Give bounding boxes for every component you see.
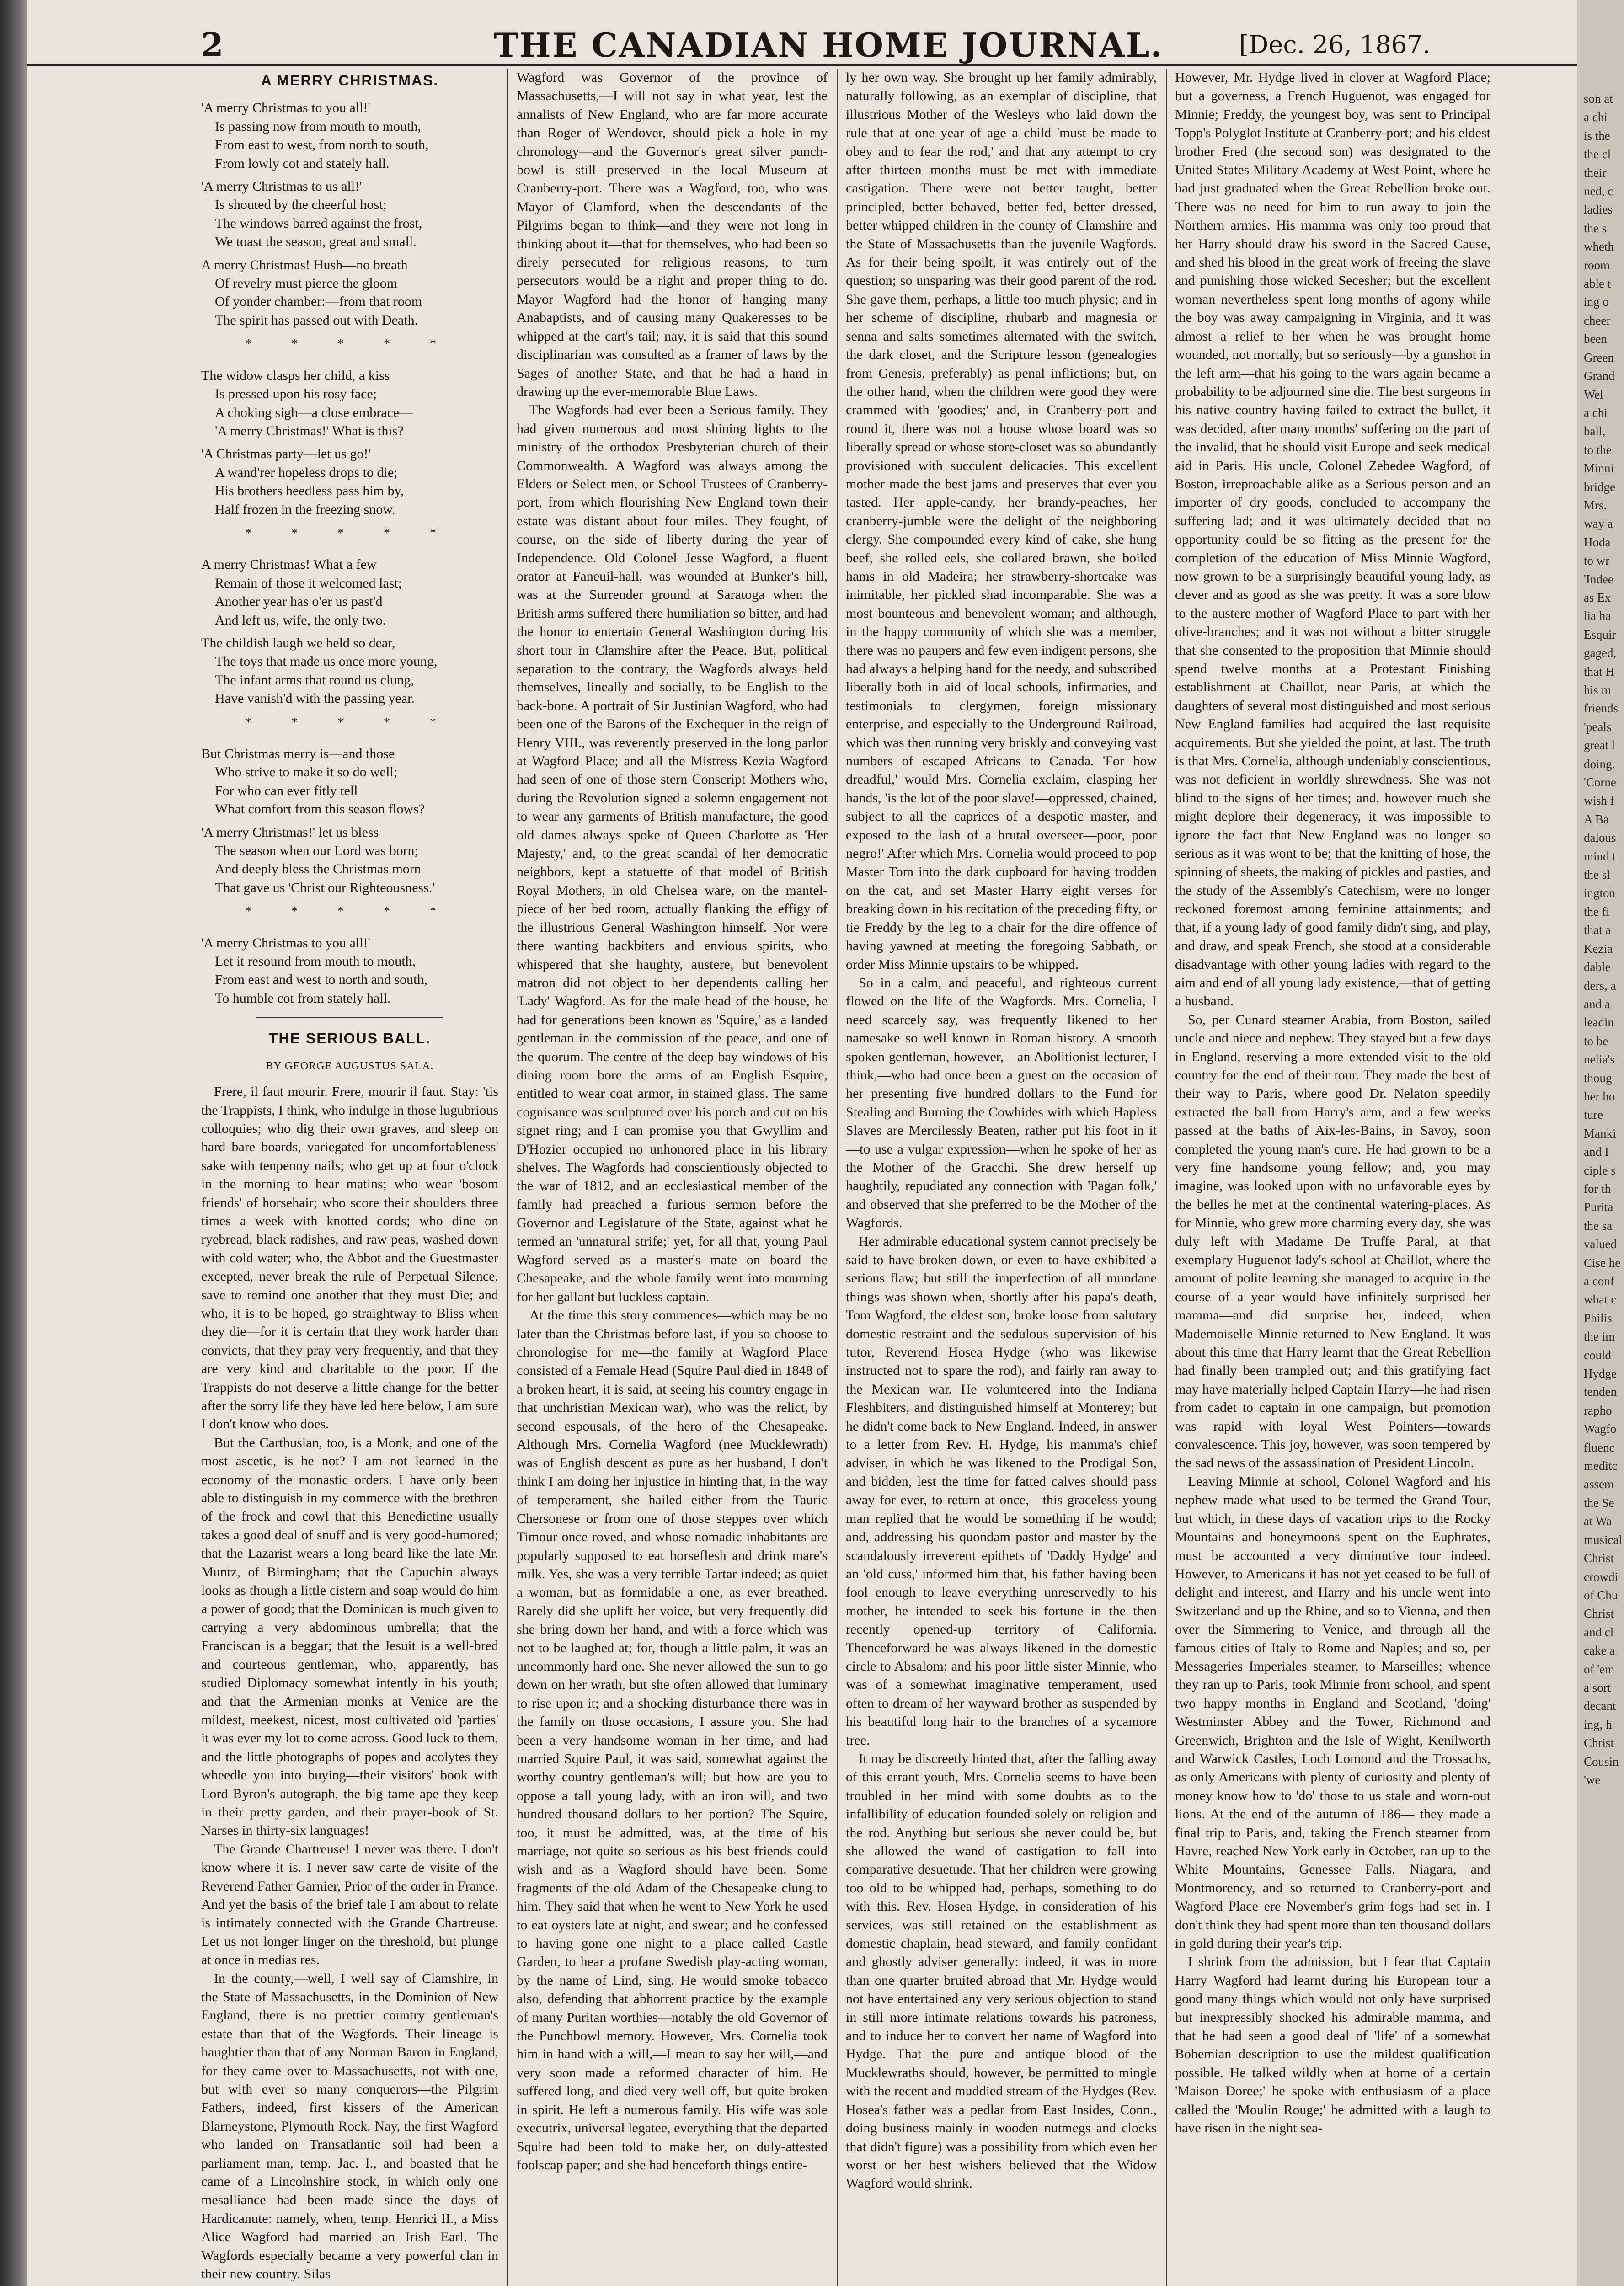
article-paragraph: So, per Cunard steamer Arabia, from Boston, sailed uncle and niece and nephew. They stayed but a few days in England, reserving a more extended visit to the old country for the end of their tour. They made the best of their way to Paris, where good Dr. Nelaton speedily extracted the ball from Harry's arm, and a few weeks passed at the baths of Aix-les-Bains, in Savoy, soon completed the young man's cure. He had grown to be a very fine handsome young fellow; and, you may imagine, was looked upon with no unfavorable eyes by the belles he met at the continental watering-places. As for Minnie, who grew more charming every day, she was duly left with Madame De Truffe Paral, at that exemplary Huguenot lady's school at Chaillot, where the amount of polite learning she managed to acquire in the course of a year would have infinitely surprised her mamma—and did surprise her, indeed, when Mademoiselle Minnie returned to New England. It was about this time that Harry learnt that the Great Rebellion had finally been trampled out; and this gratifying fact may have materially helped Captain Harry—he had risen from cadet to captain in one campaign, but promotion was rapid with loyal West Pointers—towards convalescence. This joy, however, was soon tempered by the sad news of the assassination of President Lincoln. bbox=[1175, 1012, 1490, 1471]
fragment-line: Green bbox=[1584, 350, 1614, 364]
fragment-line: A Ba bbox=[1584, 812, 1609, 826]
poem-line: 'A merry Christmas!' let us bless bbox=[201, 824, 379, 840]
article-paragraph: Frere, il faut mourir. Frere, mourir il faut. Stay: 'tis the Trappists, I think, who indulge in those lugubrious colloquies; who dig their own graves, and sleep on hard bare boards, variegated for uncomfortableness' sake with tenpenny nails; who get up at four o'clock in the morning to hear matins; who wear 'bosom friends' of horsehair; who score their shoulders three times a week with knotted cords; who dine on ryebread, black radishes, and raw peas, washed down with cold water; who, the Abbot and the Guestmaster excepted, never break the rule of Perpetual Silence, save to remind one another that they must Die; and who, it is to be hoped, go straightway to Bliss when they die—for it is certain that they work harder than convicts, that they pray very frequently, and that they are very kind and charitable to the poor. If the Trappists do not deserve a little change for the better after the sorry life they have led here below, I am sure I don't know who does. bbox=[201, 1084, 498, 1432]
fragment-line: Minni bbox=[1584, 461, 1614, 475]
fragment-line: that H bbox=[1584, 664, 1614, 678]
article-title: THE SERIOUS BALL. bbox=[268, 1030, 431, 1047]
fragment-line: Esquir bbox=[1584, 627, 1616, 641]
fragment-line: ing, h bbox=[1584, 1717, 1612, 1731]
fragment-line: to the bbox=[1584, 443, 1612, 457]
article-paragraph: However, Mr. Hydge lived in clover at Wagford Place; but a governess, a French Huguenot, was engaged for Minnie; Freddy, the youngest boy, was sent to Principal Topp's Polyglot Institute at Cranberry-port; and his eldest brother Fred (the second son) was designated to the United States Military Academy at West Point, where he had just graduated when the Great Rebellion broke out. There was no need for him to run away to join the Northern armies. His mamma was only too proud that her Harry should draw his sword in the Sacred Cause, and shed his blood in the great work of freeing the slave and punishing those wicked Secesher; but the excellent woman nevertheless spent long months of agony while the boy was away campaigning in Virginia, and it was almost a relief to her when he was brought home wounded, not mortally, but so seriously—by a gunshot in the left arm—that his going to the wars again became a probability to be adjourned sine die. The best surgeons in his native country having failed to extract the bullet, it was decided, after many months' suffering on the part of the invalid, that he should visit Europe and seek medical aid in Paris. His uncle, Colonel Zebedee Wagford, of Boston, irreproachable alike as a Serious person and an importer of dry goods, concluded to accompany the suffering lad; and it was ultimately decided that no opportunity could be so fitting as the present for the completion of the education of Miss Minnie Wagford, now grown to be a surprisingly beautiful young lady, as clever and as good as she was pretty. It was a sore blow to the austere mother of Wagford Place to part with her olive-branches; and it was not without a bitter struggle that she consented to the proposition that Minnie should spend twelve months at a Protestant Finishing establishment at Chaillot, near Paris, at which the daughters of several most distinguished and most serious New England families had acquired the last requisite acquirements. But she yielded the point, at last. The truth is that Mrs. Cornelia, although undeniably conscientious, was not deficient in worldly shrewdness. She was not blind to the signs of her times; and, however much she might deplore their degeneracy, it was impossible to ignore the fact that New England was no longer so serious as it was wont to be; that the knitting of hose, the spinning of sheets, the making of pickles and pasties, and the study of the Assembly's Catechism, were no longer reckoned foremost among feminine attainments; and that, if a young lady of good family didn't sing, and play, and draw, and speak French, she stood at a considerable disadvantage with other young ladies with regard to the aim and end of all young lady existence,—that of getting a husband. bbox=[1175, 70, 1490, 1009]
fragment-line: his m bbox=[1584, 683, 1611, 697]
poem-line: The toys that made us once more young, bbox=[215, 654, 438, 669]
poem-line: From east to west, from north to south, bbox=[215, 137, 429, 153]
poem-line: But Christmas merry is—and those bbox=[201, 746, 395, 761]
article-byline: BY GEORGE AUGUSTUS SALA. bbox=[266, 1060, 434, 1072]
fragment-line: Christ bbox=[1584, 1607, 1614, 1621]
poem-line: A merry Christmas! What a few bbox=[201, 557, 377, 572]
poem-line: 'A merry Christmas to us all!' bbox=[201, 179, 362, 194]
article-paragraph: ly her own way. She brought up her family admirably, naturally following, as an exemplar of discipline, that illustrious Mother of the Wesleys who laid down the rule that at one year of age a child 'must be made to obey and to fear the rod,' and that any attempt to cry after thirteen months must be met with immediate castigation. There were not better taught, better principled, better behaved, better fed, better dressed, better whipped children in the county of Clamshire and the State of Massachusetts than the juvenile Wagfords. As for their being spoilt, it was entirely out of the question; so unsparing was their good parent of the rod. She gave them, perhaps, a little too much physic; and in her scheme of discipline, rhubarb and magnesia or senna and salts sometimes alternated with the switch, the dark closet, and the Scripture lesson (genealogies from Genesis, preferably) as penal inflictions; but, on the other hand, when the children were good they were crammed with 'goodies;' and, in Cranberry-port and round it, there was not a house whose board was so liberally spread or whose store-closet was so abundantly provisioned with succulent delicacies. This excellent mother made the best jams and preserves that ever you tasted. Her apple-candy, her brandy-peaches, her cranberry-jumble were the delight of the neighboring clergy. She compounded every kind of cake, she hung beef, she rolled eels, she collared brawn, she boiled hams in old Madeira; her strawberry-shortcake was inimitable, her pickled shad incomparable. She was a most bounteous and benevolent woman; and although, in the happy community of which she was a member, there was no paupers and few even indigent persons, she had always a helping hand for the needy, and subscribed liberally both in aid of local schools, infirmaries, and testimonials to clergymen, foreign missionary enterprise, and especially to the Underground Railroad, which was then running very briskly and conveying vast numbers of escaped Africans to Canada. 'For how dreadful,' would Mrs. Cornelia exclaim, clasping her hands, 'is the lot of the poor slave!—oppressed, chained, subject to all the caprices of a despotic master, and exposed to the lash of a brutal overseer—poor, poor negro!' After which Mrs. Cornelia would proceed to pop Master Tom into the dark cupboard for having trodden on the cat, and set Master Harry eight verses for breaking down in his recitation of the preceding fifty, or tie Freddy by the leg to a chair for the dire offence of having yawned at meeting the foregoing Sabbath, or order Miss Minnie upstairs to be whipped. bbox=[846, 70, 1157, 972]
fragment-line: tenden bbox=[1584, 1385, 1617, 1399]
fragment-line: ing o bbox=[1584, 295, 1609, 309]
fragment-line: wish f bbox=[1584, 794, 1614, 808]
fragment-line: for th bbox=[1584, 1181, 1611, 1196]
fragment-line: assem bbox=[1584, 1477, 1614, 1491]
fragment-line: Manki bbox=[1584, 1126, 1616, 1140]
fragment-line: cake a bbox=[1584, 1644, 1615, 1658]
adjacent-page-text bbox=[1577, 0, 1624, 1789]
fragment-line: a conf bbox=[1584, 1274, 1614, 1288]
fragment-line: at Wa bbox=[1584, 1514, 1612, 1528]
fragment-line: son at bbox=[1584, 92, 1613, 106]
poem-line: The season when our Lord was born; bbox=[215, 843, 418, 859]
column-2 bbox=[517, 69, 828, 2286]
poem-stanza bbox=[201, 823, 498, 897]
star-separator: * * * * * bbox=[245, 904, 454, 919]
poem-line: Let it resound from mouth to mouth, bbox=[215, 954, 416, 969]
article-paragraph: Leaving Minnie at school, Colonel Wagford and his nephew made what used to be termed the Grand Tour, but which, in these days of vacation trips to the Rocky Mountains and honeymoons spent on the Euphrates, must be accounted a very diminutive tour indeed. However, to Americans it has not yet ceased to be full of delight and interest, and Harry and his uncle went into Switzerland and up the Rhine, and so to Vienna, and then over the Simmering to Venice, and through all the famous cities of Italy to Rome and Naples; and so, per Messageries Imperiales steamer, to Marseilles; whence they ran up to Paris, took Minnie from school, and spent two happy months in England and Scotland, 'doing' Westminster Abbey and the Tower, Richmond and Greenwich, Brighton and the Isle of Wight, Kenilworth and Warwick Castles, Loch Lomond and the Trossachs, as only Americans with plenty of curiosity and plenty of money know how to 'do' those to us stale and worn-out lions. At the end of the autumn of 186— they made a final trip to Paris, and, taking the French steamer from Havre, reached New York early in October, ran up to the White Mountains, Genessee Falls, Niagara, and Montmorency, and so returned to Cranberry-port and Wagford Place ere November's grim fogs had set in. I don't think they had spent more than ten thousand dollars in gold during their year's trip. bbox=[1175, 1474, 1490, 1951]
article-paragraph: The Grande Chartreuse! I never was there. I don't know where it is. I never saw carte de visite of the Reverend Father Garnier, Prior of the order in France. And yet the basis of the brief tale I am about to relate is intimately connected with the Grande Chartreuse. Let us not longer linger on the threshold, but plunge at once in medias res. bbox=[201, 1841, 498, 1968]
text-columns bbox=[201, 69, 1513, 2286]
poem-line: Of revelry must pierce the gloom bbox=[215, 276, 398, 291]
poem-line: 'A Christmas party—let us go!' bbox=[201, 446, 371, 462]
fragment-line: Hoda bbox=[1584, 535, 1611, 549]
column-1 bbox=[201, 69, 498, 2286]
poem-line: To humble cot from stately hall. bbox=[215, 990, 391, 1006]
fragment-line: musical bbox=[1584, 1533, 1622, 1547]
fragment-line: way a bbox=[1584, 517, 1613, 531]
fragment-line: room bbox=[1584, 258, 1610, 272]
fragment-line: 'Indee bbox=[1584, 572, 1613, 586]
fragment-line: the Se bbox=[1584, 1496, 1614, 1510]
poem-line: Is shouted by the cheerful host; bbox=[215, 197, 387, 213]
fragment-line: her ho bbox=[1584, 1089, 1615, 1103]
column-3 bbox=[846, 69, 1157, 2286]
poem-line: And left us, wife, the only two. bbox=[215, 612, 386, 628]
poem-stanza bbox=[201, 367, 498, 441]
journal-title: THE CANADIAN HOME JOURNAL. bbox=[494, 26, 1164, 64]
poem-line: Another year has o'er us past'd bbox=[215, 594, 383, 609]
poem-stanza bbox=[201, 634, 498, 708]
fragment-line: Christ bbox=[1584, 1551, 1614, 1565]
fragment-line: decant bbox=[1584, 1699, 1616, 1713]
poem-line: The windows barred against the frost, bbox=[215, 215, 422, 231]
fragment-line: Purita bbox=[1584, 1200, 1613, 1214]
fragment-line: Hydge bbox=[1584, 1367, 1617, 1381]
fragment-line: ington bbox=[1584, 886, 1616, 900]
fragment-line: and a bbox=[1584, 997, 1610, 1011]
issue-date: [Dec. 26, 1867. bbox=[1239, 30, 1431, 59]
poem-line: We toast the season, great and small. bbox=[215, 234, 417, 250]
article-body bbox=[201, 1083, 498, 2283]
poem-line: That gave us 'Christ our Righteousness.' bbox=[215, 880, 435, 895]
poem-line: A merry Christmas! Hush—no breath bbox=[201, 257, 408, 272]
fragment-line: mind t bbox=[1584, 849, 1616, 863]
poem-line: The infant arms that round us clung, bbox=[215, 672, 414, 688]
fragment-line: the s bbox=[1584, 221, 1607, 235]
poem-title: A MERRY CHRISTMAS. bbox=[261, 72, 439, 89]
fragment-line: is the bbox=[1584, 128, 1610, 143]
article-paragraph: So in a calm, and peaceful, and righteous current flowed on the life of the Wagfords. Mrs. Cornelia, I need scarcely say, was frequently likened to her namesake so well known in Roman history. A smooth spoken gentleman, however,—an Abolitionist lecturer, I think,—who had once been a guest on the occasion of her presenting five hundred dollars to the Fund for Stealing and Burning the Cowhides with which Hapless Slaves are Mercilessly Beaten, rather put his foot in it —to use a vulgar expression—when he spoke of her as the Mother of the Gracchi. She drew herself up haughtily, repudiated any connection with 'Pagan folk,' and observed that she preferred to be the Mother of the Wagfords. bbox=[846, 975, 1157, 1231]
adjacent-page-fragment bbox=[1577, 0, 1624, 2286]
poem-line: For who can ever fitly tell bbox=[215, 783, 358, 798]
poem-stanza bbox=[201, 934, 498, 1008]
poem-stanza bbox=[201, 256, 498, 330]
fragment-line: their bbox=[1584, 166, 1607, 180]
poem-line: Remain of those it welcomed last; bbox=[215, 575, 402, 591]
fragment-line: Cise he bbox=[1584, 1255, 1621, 1270]
fragment-line: a sort bbox=[1584, 1680, 1611, 1694]
fragment-line: doing. bbox=[1584, 757, 1615, 771]
fragment-line: ladies bbox=[1584, 203, 1613, 217]
fragment-line: as Ex bbox=[1584, 590, 1611, 604]
fragment-line: lia ha bbox=[1584, 609, 1611, 623]
fragment-line: able t bbox=[1584, 277, 1611, 291]
newspaper-page bbox=[27, 0, 1577, 2286]
fragment-line: the sa bbox=[1584, 1218, 1613, 1233]
book-binding-edge bbox=[0, 0, 27, 2286]
column-4 bbox=[1175, 69, 1490, 2286]
article-paragraph: In the county,—well, I well say of Clamshire, in the State of Massachusetts, in the Dominion of New England, there is no prettier country gentleman's estate than that of the Wagfords. Their lineage is haughtier than that of any Norman Baron in England, for they came over to Massachusetts, not with one, but with ever so many conquerors—the Pilgrim Fathers, indeed, first kissers of the American Blarneystone, Plymouth Rock. Nay, the first Wagford who landed on Transatlantic soil had been a parliament man, temp. Jac. I., and boasted that he came of a Lincolnshire stock, in which only one mesalliance had been made since the days of Hardicanute: namely, when, temp. Henrici II., a Miss Alice Wagford had married an Irish Earl. The Wagfords especially became a very powerful clan in their new country. Silas bbox=[201, 1971, 498, 2282]
article-paragraph: But the Carthusian, too, is a Monk, and one of the most ascetic, is he not? I am not learned in the economy of the monastic orders. I have only been able to distinguish in my commerce with the brethren of the frock and cowl that this Benedictine usually takes a good deal of snuff and is very good-humored; that the Lazarist wears a long beard like the late Mr. Muntz, of Birmingham; that the Capuchin always looks as though a little cistern and soap would do him a power of good; that the Dominican is much given to carrying a very abdominous umbrella; that the Franciscan is a beggar; that the Jesuit is a well-bred and courteous gentleman, who, apparently, has studied Diplomacy somewhat intently in his youth; and that the Armenian monks at Venice are the mildest, meekest, nicest, most cultivated old 'parties' it was ever my lot to come across. Good luck to them, and the little photographs of popes and acolytes they wheedle you into buying—their visitors' book with Lord Byron's autograph, the big tame ape they keep in their pretty garden, and their prayer-book of St. Narses in thirty-six languages! bbox=[201, 1435, 498, 1838]
fragment-line: fluenc bbox=[1584, 1440, 1615, 1454]
poem-line: The spirit has passed out with Death. bbox=[215, 312, 418, 328]
fragment-line: to be bbox=[1584, 1034, 1608, 1048]
fragment-line: 'peals bbox=[1584, 720, 1612, 734]
fragment-line: Kezia bbox=[1584, 941, 1613, 956]
fragment-line: dalous bbox=[1584, 831, 1616, 845]
poem-line: What comfort from this season flows? bbox=[215, 801, 425, 817]
fragment-line: valued bbox=[1584, 1237, 1617, 1251]
fragment-line: rapho bbox=[1584, 1403, 1612, 1417]
fragment-line: friends bbox=[1584, 701, 1618, 716]
fragment-line: Philis bbox=[1584, 1311, 1612, 1325]
poem-stanza bbox=[201, 99, 498, 173]
fragment-line: Cousin bbox=[1584, 1754, 1619, 1768]
poem-line: From lowly cot and stately hall. bbox=[215, 155, 390, 171]
fragment-line: of 'em bbox=[1584, 1662, 1615, 1676]
article-paragraph: Her admirable educational system cannot precisely be said to have broken down, or even to have exhibited a serious flaw; but still the imperfection of all mundane things was shown when, shortly after his papa's death, Tom Wagford, the eldest son, broke loose from salutary domestic restraint and the sedulous supervision of his tutor, Reverend Hosea Hydge (who was likewise instructed not to spare the rod), and fairly ran away to the Mexican war. He volunteered into the Indiana Fleshbiters, and distinguished himself at Monterey; but he didn't come back to New England. Indeed, in answer to a letter from Rev. H. Hydge, his mamma's chief adviser, in which he was likened to the Prodigal Son, and bidden, lest the time for fatted calves should pass away for ever, to return at once,—this graceless young man replied that he would be something if he would; and, addressing his quondam pastor and master by the scandalously irreverent epithets of 'Daddy Hydge' and an 'old cuss,' informed him that, his father having been fool enough to leave everything unreservedly to his mother, he intended to seek his fortune in the then recently opened-up territory of California. Thenceforward he was always likened in the domestic circle to Absalom; and his poor little sister Minnie, who was of a somewhat imaginative temperament, used often to dream of her wayward brother as suspended by his beautiful long hair to the branches of a sycamore tree. bbox=[846, 1234, 1157, 1748]
fragment-line: leadin bbox=[1584, 1015, 1614, 1030]
fragment-line: ball, bbox=[1584, 424, 1606, 438]
article-paragraph: At the time this story commences—which may be no later than the Christmas before last, if you so choose to chronologise for me—the family at Wagford Place consisted of a Female Head (Squire Paul died in 1848 of a broken heart, it is said, at seeing his country engage in that unchristian Mexican war), who was the relict, by second espousals, of the hero of the Chesapeake. Although Mrs. Cornelia Wagford (nee Mucklewrath) was of English descent as pure as her husband, I don't think I am doing her injustice in hinting that, in the way of temperament, she hailed either from the Tauric Chersonese or from one of those steppes over which Timour once roved, and whose nomadic inhabitants are popularly supposed to eat horseflesh and drink mare's milk. Yes, she was a very terrible Tartar indeed; as quiet a woman, but as formidable a one, as ever breathed. Rarely did she uplift her voice, but very frequently did she bring down her hand, and with a force which was not to be laughed at; for, though a little palm, it was an uncommonly hard one. She never allowed the sun to go down on her wrath, but she often allowed that luminary to rise upon it; and a shocking disturbance there was in the family on those occasions, I assure you. She had been a very handsome woman in her time, and had married Squire Paul, it was said, somewhat against the worthy country gentleman's will; but how are you to oppose a tall young lady, with an iron will, and two hundred thousand dollars to her portion? The Squire, too, it must be admitted, was, at the time of his marriage, not quite so serious as his best friends could wish and as a Wagford should have been. Some fragments of the old Adam of the Chesapeake clung to him. They said that when he went to New York he used to eat oysters late at night, and swear; and he confessed to having gone one night to a place called Castle Garden, to hear a profane Swedish play-acting woman, by the name of Lind, sing. He would smoke tobacco also, defending that abhorrent practice by the example of many Puritan worthies—notably the old Governor of the Punchbowl memory. However, Mrs. Cornelia took him in hand with a will,—I mean to say her will,—and very soon made a reformed character of him. He suffered long, and died very well off, but quite broken in spirit. He left a numerous family. His wife was sole executrix, universal legatee, everything that the departed Squire had been told to make her, on duly-attested foolscap paper; and she had henceforth things entire- bbox=[517, 1308, 828, 2173]
poem-line: 'A merry Christmas to you all!' bbox=[201, 100, 370, 116]
article-paragraph: The Wagfords had ever been a Serious family. They had given numerous and most shining lights to the ministry of the orthodox Presbyterian church of their Commonwealth. A Wagford was always among the Elders or Select men, or School Trustees of Cranberry-port, from which flourishing New England town their estate was distant about four miles. They fought, of course, on the side of liberty during the year of Independence. Old Colonel Jesse Wagford, a fluent orator at Faneuil-hall, was wounded at Bunker's hill, was at the Surrender ground at Saratoga when the British arms suffered there humiliation so bitter, and had the honor to entertain General Washington during his short tour in Clamshire after the Peace. But, political separation to the contrary, the Wagfords always held themselves, lineally and socially, to be English to the back-bone. A portrait of Sir Justinian Wagford, who had been one of the Barons of the Exchequer in the reign of Henry VIII., was reverently preserved in the long parlor at Wagford Place; and all the Mistress Kezia Wagford had seen of one of those stern Conscript Mothers who, during the Revolution signed a solemn engagement not to wear any garments of British manufacture, the good old dames always spoke of Queen Charlotte as 'Her Majesty,' and, to the great scandal of her democratic neighbors, kept a statuette of that model of British Royal Mothers, in old Chelsea ware, on the mantel-piece of her bed room, actually flanking the effigy of the illustrious General Washington himself. Nor were there wanting backbiters and envious spirits, who whispered that she haughty, austere, but benevolent matron did not object to her dependents calling her 'Lady' Wagford. As for the male head of the house, he had for generations been known as 'Squire,' as a landed gentleman in the commission of the peace, and one of the quorum. The centre of the deep bay windows of his dining room bore the arms of an English Esquire, entitled to wear coat armor, in stained glass. The same cognisance was sculptured over his porch and cut on his signet ring; and I can promise you that Gwyllim and D'Hozier occupied no unhonored place in his library shelves. The Wagfords had conscientiously objected to the war of 1812, and an ecclesiastical member of the family had preached a furious sermon before the Governor and Legislature of the State, against what he termed an 'unnatural strife;' yet, for all that, young Paul Wagford served as a master's mate on board the Chesapeake, and the whole family went into mourning for her gallant but luckless captain. bbox=[517, 402, 828, 1304]
article-paragraph: I shrink from the admission, but I fear that Captain Harry Wagford had learnt during his European tour a good many things which would not only have surprised but inexpressibly shocked his admirable mamma, and that he had seen a good deal of 'life' of a somewhat Bohemian description to use the mildest qualification possible. He talked wildly when at home of a certain 'Maison Doree;' he spoke with enthusiasm of a place called the 'Moulin Rouge;' he admitted with a laugh to have risen in the night sea- bbox=[1175, 1954, 1490, 2136]
poem-stanza bbox=[201, 745, 498, 819]
fragment-line: the cl bbox=[1584, 147, 1611, 161]
fragment-line: Wel bbox=[1584, 387, 1603, 401]
fragment-line: the im bbox=[1584, 1330, 1615, 1344]
poem-stanza bbox=[201, 555, 498, 630]
fragment-line: that a bbox=[1584, 923, 1611, 937]
fragment-line: of Chu bbox=[1584, 1588, 1618, 1602]
fragment-line: a chi bbox=[1584, 406, 1608, 420]
fragment-line: the fi bbox=[1584, 904, 1610, 919]
poem-line: His brothers heedless pass him by, bbox=[215, 483, 404, 499]
poem-line: Is passing now from mouth to mouth, bbox=[215, 118, 421, 134]
poem-line: Who strive to make it so do well; bbox=[215, 764, 398, 780]
masthead bbox=[27, 0, 1577, 66]
fragment-line: cheer bbox=[1584, 313, 1611, 327]
fragment-line: wheth bbox=[1584, 240, 1614, 254]
fragment-line: to wr bbox=[1584, 554, 1610, 568]
fragment-line: been bbox=[1584, 332, 1607, 346]
fragment-line: and cl bbox=[1584, 1625, 1614, 1639]
column-rule bbox=[1166, 69, 1167, 2286]
fragment-line: ciple s bbox=[1584, 1163, 1616, 1177]
star-separator: * * * * * bbox=[245, 337, 454, 352]
article-paragraph: Wagford was Governor of the province of Massachusetts,—I will not say in what year, lest the annalists of New England, who are far more accurate than Roger of Wendover, should pick a hole in my chronology—and the Governor's great silver punch-bowl is still preserved in the local Museum at Cranberry-port. There was a Wagford, too, who was Mayor of Clamford, when the descendants of the Pilgrims began to think—and they were not long in thinking about it—that for themselves, who had been so direly persecuted for religious reasons, to turn persecutors would be a right and proper thing to do. Mayor Wagford had the honor of hanging many Anabaptists, and of causing many Quakeresses to be whipped at the cart's tail; nay, it is said that this sound disciplinarian was consulted as a framer of laws by the Sages of another State, and that he had a hand in drawing up the ever-memorable Blue Laws. bbox=[517, 70, 828, 399]
article-paragraph: It may be discreetly hinted that, after the falling away of this errant youth, Mrs. Cornelia seems to have been troubled in her mind with some doubts as to the infallibility of education founded solely on religion and the rod. Anything but serious she never could be, but she allowed the wand of castigation to fall into comparative desuetude. That her children were growing too old to be whipped had, perhaps, something to do with this. Rev. Hosea Hydge, in consideration of his services, was still retained on the establishment as domestic chaplain, head steward, and family confidant and ghostly adviser generally: indeed, it was in more than one quarter bruited abroad that Mr. Hydge would not have entertained any very serious objection to stand in still more intimate relations towards his patroness, and to induce her to convert her name of Wagford into Hydge. That the pure and antique blood of the Mucklewraths should, however, be permitted to mingle with the recent and muddied stream of the Hydges (Rev. Hosea's father was a pedlar from East Insides, Conn., doing business mainly in wooden nutmegs and clocks that didn't figure) was a possibility from which even her worst or her best wishers believed that the Widow Wagford would shrink. bbox=[846, 1751, 1157, 2191]
fragment-line: Wagfo bbox=[1584, 1422, 1617, 1436]
fragment-line: ned, c bbox=[1584, 184, 1613, 198]
fragment-line: Mrs. bbox=[1584, 498, 1607, 512]
column-rule bbox=[837, 69, 838, 2286]
fragment-line: the sl bbox=[1584, 868, 1610, 882]
poem-body bbox=[201, 99, 498, 1008]
fragment-line: what c bbox=[1584, 1293, 1617, 1307]
fragment-line: Grand bbox=[1584, 369, 1615, 383]
poem-line: 'A merry Christmas to you all!' bbox=[201, 935, 370, 951]
fragment-line: ture bbox=[1584, 1108, 1603, 1122]
poem-line: Is pressed upon his rosy face; bbox=[215, 386, 377, 402]
fragment-line: and I bbox=[1584, 1145, 1609, 1159]
fragment-line: 'we bbox=[1584, 1773, 1601, 1787]
fragment-line: crowdi bbox=[1584, 1570, 1618, 1584]
fragment-line: great l bbox=[1584, 738, 1615, 753]
poem-line: A wand'rer hopeless drops to die; bbox=[215, 465, 398, 480]
fragment-line: nelia's bbox=[1584, 1052, 1615, 1067]
fragment-line: ders, a bbox=[1584, 978, 1616, 993]
fragment-line: thoug bbox=[1584, 1071, 1612, 1085]
poem-line: Of yonder chamber:—from that room bbox=[215, 294, 422, 310]
poem-line: The widow clasps her child, a kiss bbox=[201, 368, 390, 383]
fragment-line: bridge bbox=[1584, 480, 1615, 494]
fragment-line: gaged, bbox=[1584, 646, 1617, 660]
fragment-line: could bbox=[1584, 1348, 1611, 1362]
fragment-line: 'Corne bbox=[1584, 775, 1616, 790]
poem-line: Have vanish'd with the passing year. bbox=[215, 691, 415, 706]
poem-line: Half frozen in the freezing snow. bbox=[215, 502, 395, 517]
poem-line: A choking sigh—a close embrace— bbox=[215, 405, 413, 420]
star-separator: * * * * * bbox=[245, 715, 454, 730]
poem-stanza bbox=[201, 177, 498, 251]
poem-line: 'A merry Christmas!' What is this? bbox=[215, 423, 404, 438]
fragment-line: a chi bbox=[1584, 110, 1608, 124]
fragment-line: Christ bbox=[1584, 1736, 1614, 1750]
page-number: 2 bbox=[201, 26, 224, 64]
poem-line: From east and west to north and south, bbox=[215, 972, 427, 988]
fragment-line: meditc bbox=[1584, 1459, 1618, 1473]
fragment-line: dable bbox=[1584, 960, 1611, 974]
poem-line: And deeply bless the Christmas morn bbox=[215, 861, 421, 877]
poem-line: The childish laugh we held so dear, bbox=[201, 635, 395, 651]
poem-stanza bbox=[201, 445, 498, 519]
section-divider bbox=[256, 1017, 443, 1018]
star-separator: * * * * * bbox=[245, 526, 454, 540]
